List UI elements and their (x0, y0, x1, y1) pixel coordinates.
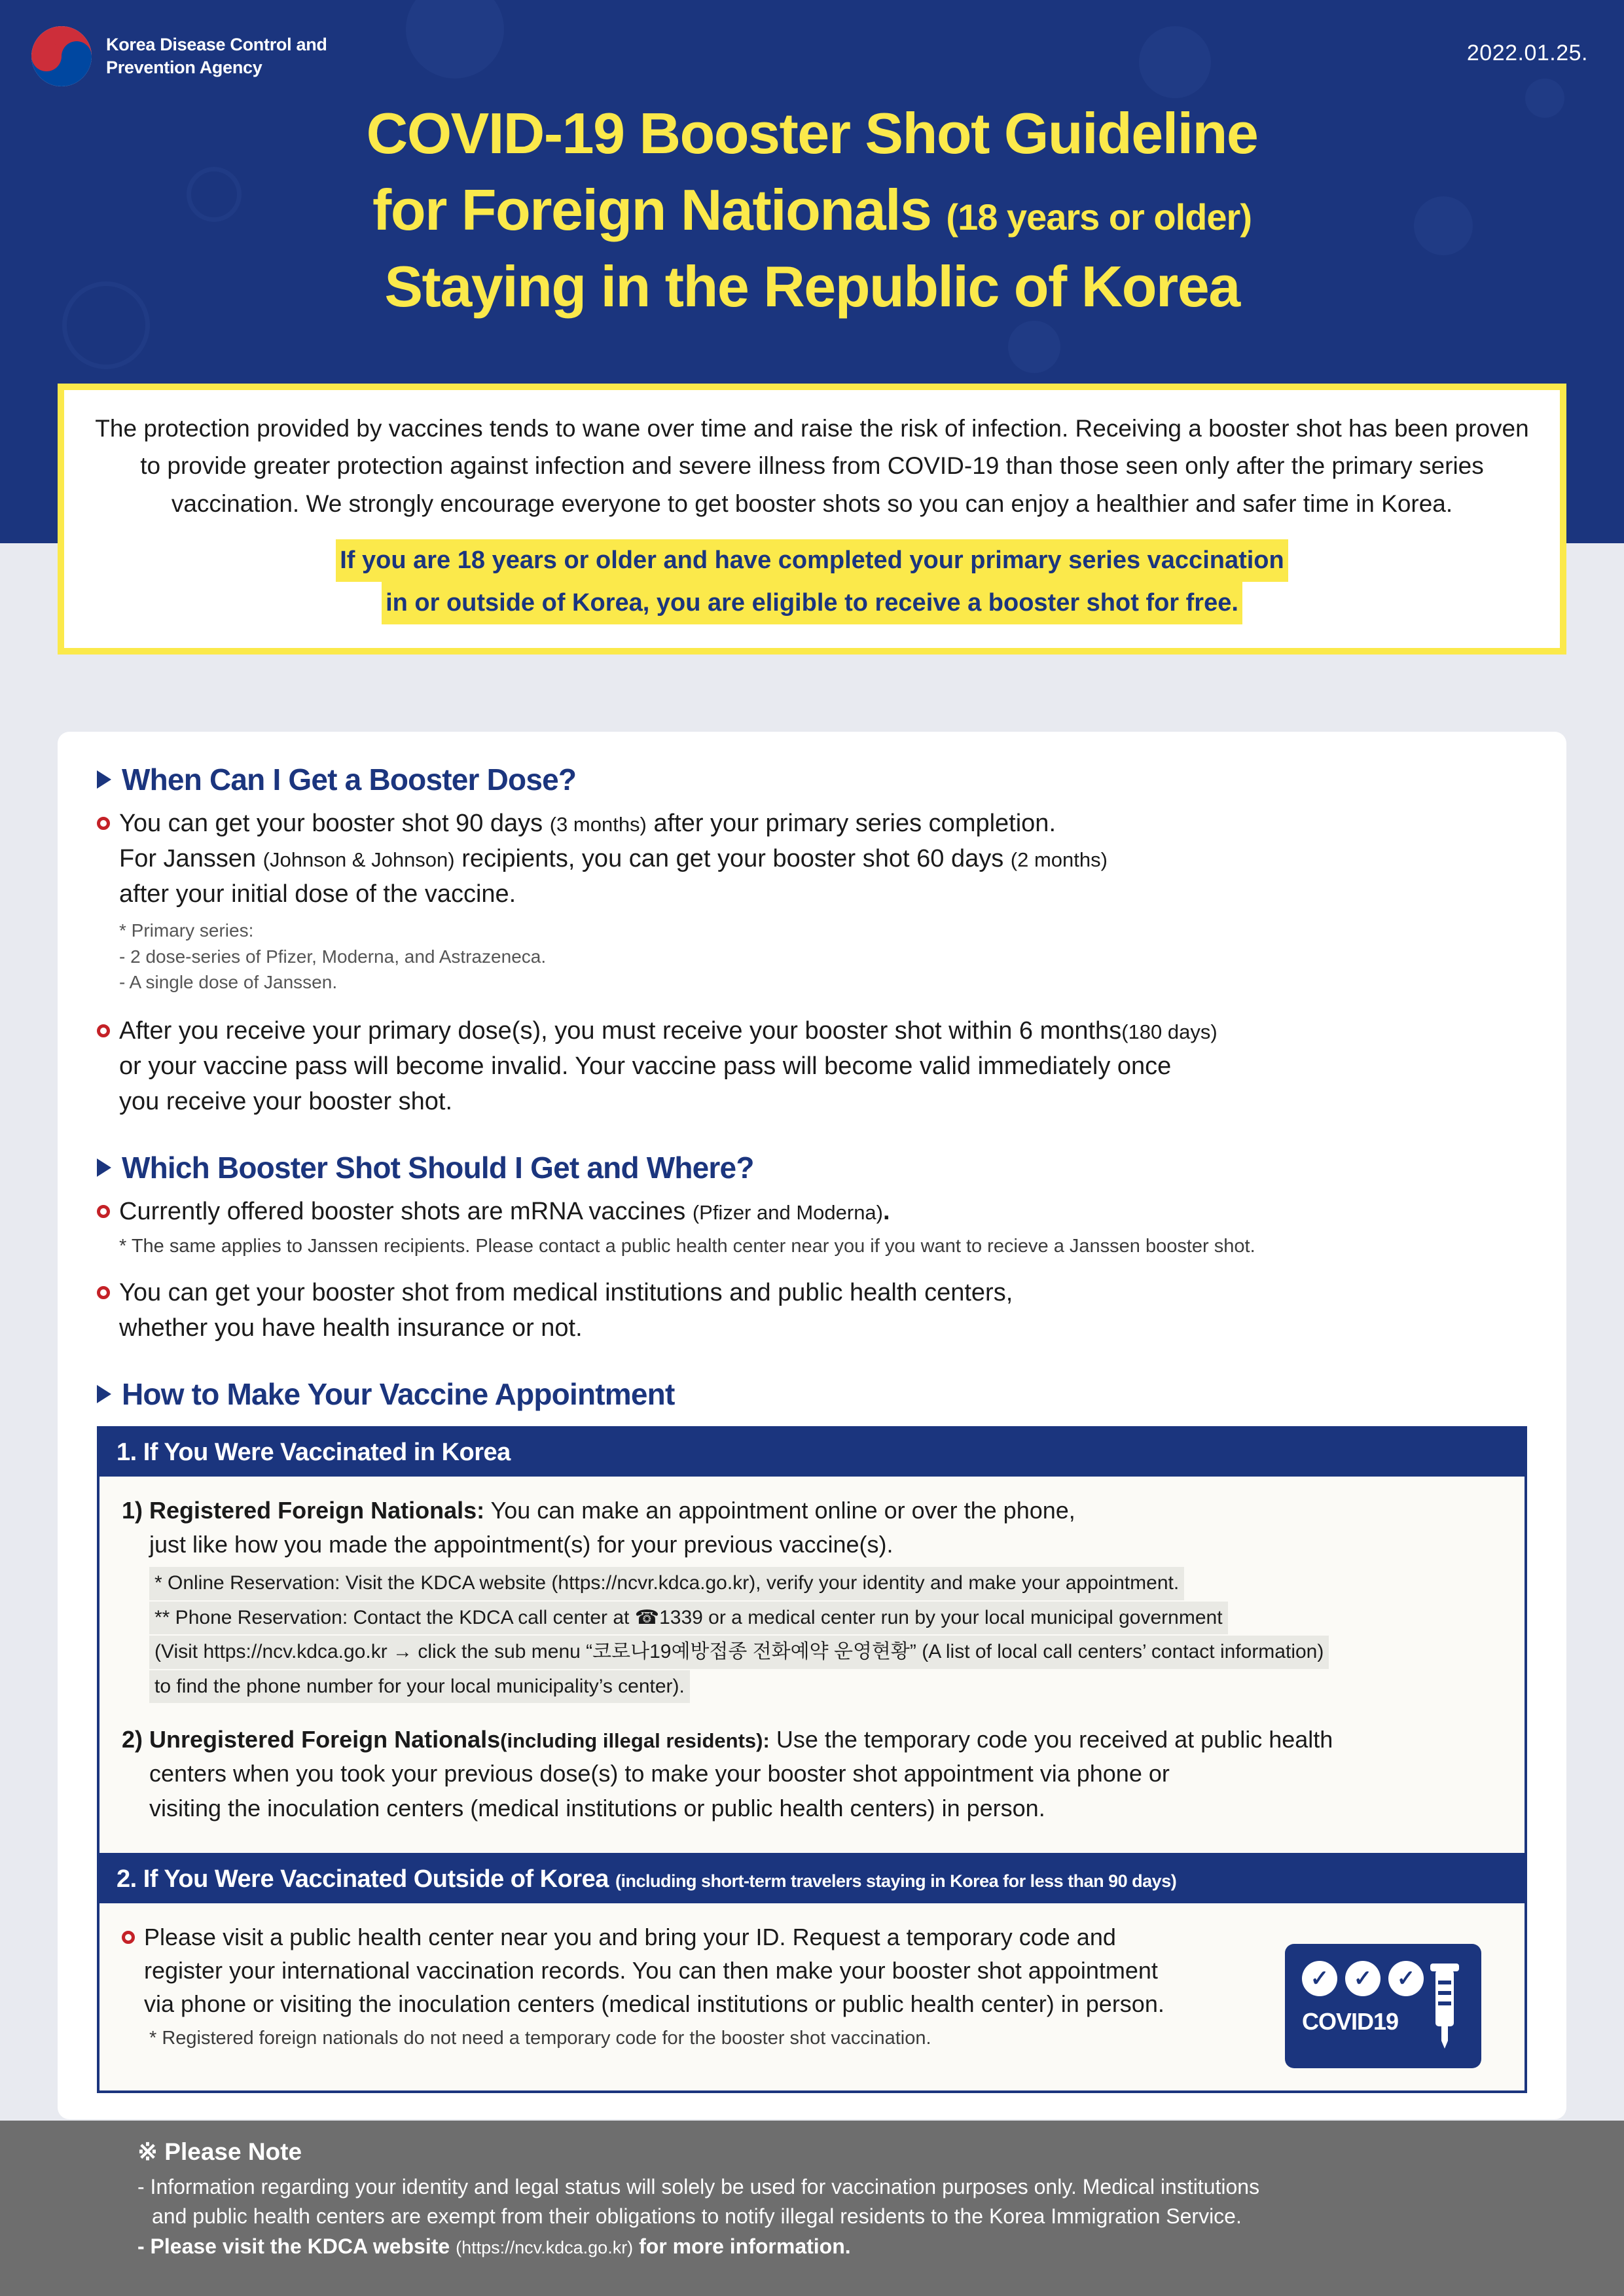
agency-logo (31, 26, 327, 86)
publish-date: 2022.01.25. (1466, 41, 1588, 65)
panel-vaccinated-outside-korea (97, 1856, 1527, 2093)
bullet-dot-icon (97, 1205, 110, 1218)
footer-line-3c: for more information. (639, 2234, 851, 2258)
title-line-3: Staying in the Republic of Korea (384, 254, 1240, 319)
footer-line-3b: (https://ncv.kdca.go.kr) (456, 2237, 634, 2257)
list-item (97, 1276, 1527, 1346)
s2-note1: * The same applies to Janssen recipients. Please contact a public health center near you if you want to recieve a Janssen booster shot. (119, 1235, 1255, 1257)
notice-highlight-line2: in or outside of Korea, you are eligible to receive a booster shot for free. (382, 582, 1242, 624)
p1-item1-note1: * Online Reservation: Visit the KDCA website (https://ncvr.kdca.go.kr), verify your identity and make your appointment. (149, 1567, 1184, 1600)
p1-item1-bold: Registered Foreign Nationals: (149, 1496, 485, 1524)
section3-heading-text: How to Make Your Vaccine Appointment (122, 1376, 675, 1411)
s1-b1-c: after your primary series completion. (653, 810, 1056, 837)
section-heading-when (97, 762, 1527, 797)
s2-b1-c: . (883, 1197, 890, 1225)
s2-b2-b: whether you have health insurance or not. (119, 1314, 583, 1342)
footer-heading: ※ Please Note (137, 2138, 302, 2165)
bullet-dot-icon (97, 1286, 110, 1299)
footer-line-3a: - Please visit the KDCA website (137, 2234, 450, 2258)
s2-b1-a: Currently offered booster shots are mRNA vaccines (119, 1197, 686, 1225)
s1-b1-f: recipients, you can get your booster shot 60 days (461, 844, 1004, 872)
p1-item2-text: Use the temporary code you received at public health (776, 1726, 1333, 1753)
s1-note3: - A single dose of Janssen. (119, 972, 338, 993)
bullet-dot-icon (97, 1024, 110, 1037)
check-icon: ✓ (1388, 1961, 1424, 1996)
badge-label: COVID19 (1302, 2007, 1399, 2035)
p2-note: * Registered foreign nationals do not need a temporary code for the booster shot vaccination. (149, 2028, 931, 2049)
notice-paragraph: The protection provided by vaccines tends to wane over time and raise the risk of infection. Receiving a booster shot has been proven to provide greater protection against infection and severe illness from COVID-19 than those seen only after the primary series vaccination. We strongly encourage everyone to get booster shots so you can enjoy a healthier and safer time in Korea. (95, 415, 1529, 517)
page-title (0, 95, 1624, 325)
s1-note1: * Primary series: (119, 920, 254, 941)
p1-item1-text: You can make an appointment online or over the phone, (490, 1496, 1075, 1524)
bullet-dot-icon (122, 1931, 135, 1944)
section-heading-how (97, 1376, 1527, 1412)
p2-line2: register your international vaccination records. You can then make your booster shot appointment (144, 1956, 1158, 1984)
list-item (97, 806, 1527, 996)
bullet-dot-icon (97, 817, 110, 830)
p1-item2-text3: visiting the inoculation centers (medical institutions or public health centers) in person. (149, 1794, 1045, 1821)
section1-heading-text: When Can I Get a Booster Dose? (122, 762, 577, 797)
s1-b1-e: (Johnson & Johnson) (262, 848, 455, 871)
list-item (122, 1494, 1502, 1703)
s1-b1-a: You can get your booster shot 90 days (119, 810, 543, 837)
section-heading-which (97, 1150, 1527, 1185)
p2-line3: via phone or visiting the inoculation centers (medical institutions or public health center) in person. (144, 1990, 1164, 2018)
panel-vaccinated-in-korea (97, 1426, 1527, 1856)
check-icon: ✓ (1345, 1961, 1380, 1996)
section2-heading-text: Which Booster Shot Should I Get and Where? (122, 1150, 754, 1185)
panel2-title-main: 2. If You Were Vaccinated Outside of Korea (117, 1865, 609, 1893)
triangle-bullet-icon (97, 1158, 111, 1177)
s1-b1-h: after your initial dose of the vaccine. (119, 880, 516, 908)
p1-item1-text2: just like how you made the appointment(s) for your previous vaccine(s). (149, 1531, 893, 1558)
syringe-icon (1421, 1958, 1470, 2050)
title-line-2-main: for Foreign Nationals (372, 177, 931, 243)
panel2-body (99, 1903, 1525, 2090)
list-item (97, 1194, 1527, 1260)
triangle-bullet-icon (97, 770, 111, 789)
list-item (122, 1723, 1502, 1825)
s2-b2-a: You can get your booster shot from medical institutions and public health centers, (119, 1278, 1013, 1306)
footer-line-1: - Information regarding your identity and legal status will solely be used for vaccination purposes only. Medical institutions (137, 2175, 1260, 2198)
notice-box (58, 384, 1566, 655)
panel1-body (99, 1477, 1525, 1853)
triangle-bullet-icon (97, 1385, 111, 1403)
section2-bullets (97, 1194, 1527, 1346)
p1-item2-text2: centers when you took your previous dose(s) to make your booster shot appointment via phone or (149, 1760, 1170, 1787)
p1-item1-note2: ** Phone Reservation: Contact the KDCA call center at ☎1339 or a medical center run by your local municipal government (149, 1602, 1228, 1635)
main-content-card (58, 732, 1566, 2119)
s1-b2-d: you receive your booster shot. (119, 1088, 453, 1116)
title-line-1: COVID-19 Booster Shot Guideline (366, 101, 1258, 166)
s1-note2: - 2 dose-series of Pfizer, Moderna, and Astrazeneca. (119, 946, 547, 967)
s1-b2-b: (180 days) (1121, 1020, 1218, 1044)
p1-item1-note3: (Visit https://ncv.kdca.go.kr → click the sub menu “코로나19예방접종 전화예약 운영현황” (A list of local call centers’ contact information) (149, 1636, 1329, 1669)
p1-item1-num: 1) (122, 1496, 143, 1524)
notice-highlight (90, 539, 1534, 624)
s1-b1-b: (3 months) (549, 813, 647, 836)
taeguk-icon (31, 26, 92, 86)
s1-b1-g: (2 months) (1010, 848, 1108, 871)
panel2-title-sub: (including short-term travelers staying in Korea for less than 90 days) (615, 1871, 1177, 1891)
s1-b2-a: After you receive your primary dose(s), you must receive your booster shot within 6 months (119, 1017, 1122, 1045)
agency-name (106, 33, 327, 79)
virus-decoration (1008, 321, 1060, 373)
agency-name-line2: Prevention Agency (106, 58, 262, 77)
agency-name-line1: Korea Disease Control and (106, 34, 327, 54)
section1-bullets (97, 806, 1527, 1120)
s2-b1-b: (Pfizer and Moderna) (692, 1200, 883, 1224)
virus-decoration (406, 0, 504, 79)
p1-item1-note4: to find the phone number for your local municipality’s center). (149, 1670, 690, 1704)
title-line-2-sub: (18 years or older) (946, 196, 1252, 238)
p1-item2-bold: Unregistered Foreign Nationals (149, 1726, 501, 1753)
panel1-title: 1. If You Were Vaccinated in Korea (99, 1429, 1525, 1477)
s1-b1-d: For Janssen (119, 844, 257, 872)
notice-highlight-line1: If you are 18 years or older and have completed your primary series vaccination (336, 539, 1288, 582)
check-icon: ✓ (1302, 1961, 1337, 1996)
list-item (97, 1014, 1527, 1120)
virus-decoration (1139, 26, 1211, 98)
panel2-title (99, 1856, 1525, 1903)
footer-note (0, 2121, 1624, 2296)
s1-b2-c: or your vaccine pass will become invalid. Your vaccine pass will become valid immediately once (119, 1052, 1172, 1081)
p1-item2-bold2: (including illegal residents): (500, 1729, 770, 1753)
footer-line-2: and public health centers are exempt from their obligations to notify illegal residents to the Korea Immigration Service. (152, 2204, 1242, 2229)
p1-item2-num: 2) (122, 1726, 143, 1753)
covid19-badge (1285, 1944, 1481, 2068)
p2-line1: Please visit a public health center near you and bring your ID. Request a temporary code and (144, 1923, 1116, 1950)
